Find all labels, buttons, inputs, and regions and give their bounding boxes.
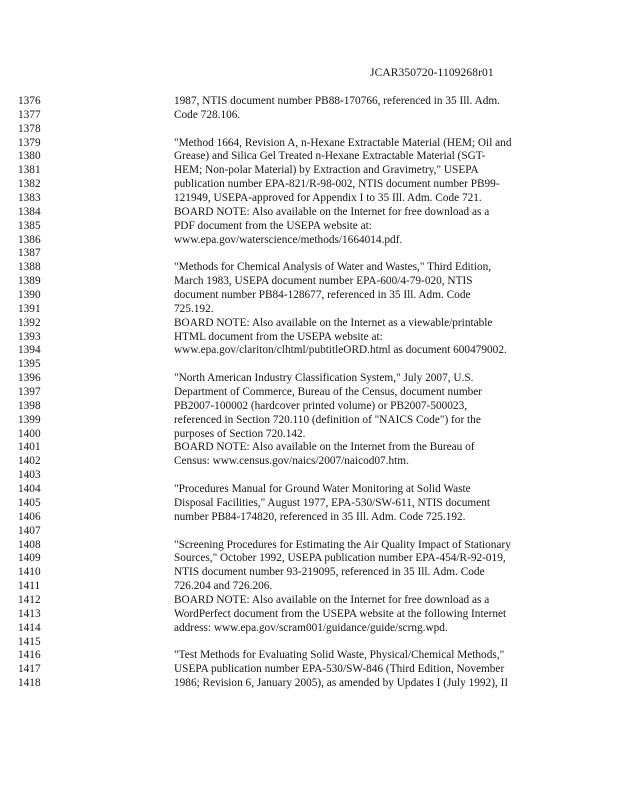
line-number: 1412 — [18, 593, 41, 606]
document-line — [0, 511, 618, 525]
line-number: 1402 — [18, 455, 41, 468]
document-line — [0, 137, 618, 151]
document-line — [0, 525, 618, 539]
line-text: HEM; Non-polar Material) by Extraction and Gravimetry," USEPA — [174, 164, 479, 177]
line-number: 1383 — [18, 192, 41, 205]
line-number: 1400 — [18, 427, 41, 440]
line-text: "Method 1664, Revision A, n-Hexane Extractable Material (HEM; Oil and — [174, 136, 512, 149]
line-number: 1396 — [18, 372, 41, 385]
line-number: 1378 — [18, 122, 41, 135]
line-text: NTIS document number 93-219095, referenced in 35 Ill. Adm. Code — [174, 566, 485, 579]
document-line — [0, 649, 618, 663]
document-line — [0, 428, 618, 442]
line-number: 1404 — [18, 483, 41, 496]
line-number: 1379 — [18, 136, 41, 149]
line-text: Census: www.census.gov/naics/2007/naicod07.htm. — [174, 455, 409, 468]
line-text: March 1983, USEPA document number EPA-600/4-79-020, NTIS — [174, 275, 473, 288]
line-number: 1403 — [18, 469, 41, 482]
document-line — [0, 483, 618, 497]
document-line — [0, 317, 618, 331]
line-text: purposes of Section 720.142. — [174, 427, 306, 440]
line-number: 1417 — [18, 663, 41, 676]
line-number: 1394 — [18, 344, 41, 357]
line-text: BOARD NOTE: Also available on the Internet for free download as a — [174, 205, 490, 218]
document-line — [0, 150, 618, 164]
document-line — [0, 497, 618, 511]
line-text: number PB84-174820, referenced in 35 Ill. Adm. Code 725.192. — [174, 510, 466, 523]
line-number: 1411 — [18, 580, 41, 593]
line-text: BOARD NOTE: Also available on the Internet as a viewable/printable — [174, 316, 493, 329]
document-line — [0, 234, 618, 248]
line-number: 1416 — [18, 649, 41, 662]
document-line — [0, 109, 618, 123]
line-text: "Screening Procedures for Estimating the Air Quality Impact of Stationary — [174, 538, 511, 551]
line-text: PB2007-100002 (hardcover printed volume) or PB2007-500023, — [174, 399, 468, 412]
line-number: 1399 — [18, 413, 41, 426]
line-text: PDF document from the USEPA website at: — [174, 219, 372, 232]
line-number: 1392 — [18, 316, 41, 329]
document-line — [0, 95, 618, 109]
line-number: 1385 — [18, 219, 41, 232]
document-line — [0, 289, 618, 303]
line-number: 1415 — [18, 635, 41, 648]
line-number: 1390 — [18, 289, 41, 302]
document-line — [0, 622, 618, 636]
line-text: document number PB84-128677, referenced in 35 Ill. Adm. Code — [174, 289, 471, 302]
line-number: 1384 — [18, 205, 41, 218]
line-number: 1413 — [18, 607, 41, 620]
line-text: Code 728.106. — [174, 108, 241, 121]
document-line — [0, 539, 618, 553]
line-number: 1382 — [18, 178, 41, 191]
line-number: 1410 — [18, 566, 41, 579]
line-text: referenced in Section 720.110 (definition of "NAICS Code") for the — [174, 413, 481, 426]
line-number: 1388 — [18, 261, 41, 274]
line-number: 1387 — [18, 247, 41, 260]
line-text: "Methods for Chemical Analysis of Water and Wastes," Third Edition, — [174, 261, 492, 274]
line-text: 1987, NTIS document number PB88-170766, referenced in 35 Ill. Adm. — [174, 95, 500, 107]
line-text: 121949, USEPA-approved for Appendix I to 35 Ill. Adm. Code 721. — [174, 192, 482, 205]
document-line — [0, 386, 618, 400]
document-line — [0, 566, 618, 580]
line-text: address: www.epa.gov/scram001/guidance/guide/scrng.wpd. — [174, 621, 448, 634]
line-text: publication number EPA-821/R-98-002, NTIS document number PB99- — [174, 178, 500, 191]
line-text: BOARD NOTE: Also available on the Internet from the Bureau of — [174, 441, 475, 454]
document-line — [0, 636, 618, 650]
document-line — [0, 344, 618, 358]
document-line — [0, 400, 618, 414]
line-text: 725.192. — [174, 302, 214, 315]
document-line — [0, 192, 618, 206]
document-line — [0, 677, 618, 691]
line-text: "Procedures Manual for Ground Water Monitoring at Solid Waste — [174, 483, 471, 496]
line-number: 1376 — [18, 95, 41, 107]
line-text: Grease) and Silica Gel Treated n-Hexane Extractable Material (SGT- — [174, 150, 486, 163]
line-number: 1380 — [18, 150, 41, 163]
document-line — [0, 552, 618, 566]
document-line — [0, 220, 618, 234]
line-text: Disposal Facilities," August 1977, EPA-530/SW-611, NTIS document — [174, 496, 491, 509]
line-number: 1395 — [18, 358, 41, 371]
line-number: 1381 — [18, 164, 41, 177]
document-line — [0, 372, 618, 386]
document-line — [0, 455, 618, 469]
line-number: 1418 — [18, 677, 41, 690]
line-number: 1389 — [18, 275, 41, 288]
line-number: 1407 — [18, 524, 41, 537]
document-line — [0, 469, 618, 483]
document-line — [0, 275, 618, 289]
document-line — [0, 414, 618, 428]
line-text: www.epa.gov/waterscience/methods/1664014.pdf. — [174, 233, 403, 246]
line-number: 1401 — [18, 441, 41, 454]
line-text: "Test Methods for Evaluating Solid Waste, Physical/Chemical Methods," — [174, 649, 505, 662]
line-number: 1377 — [18, 108, 41, 121]
line-number: 1406 — [18, 510, 41, 523]
document-line — [0, 303, 618, 317]
document-line — [0, 164, 618, 178]
document-line — [0, 247, 618, 261]
line-text: 726.204 and 726.206. — [174, 580, 273, 593]
document-line — [0, 178, 618, 192]
document-line — [0, 261, 618, 275]
document-line — [0, 441, 618, 455]
line-text: 1986; Revision 6, January 2005), as amended by Updates I (July 1992), II — [174, 677, 509, 690]
line-number: 1391 — [18, 302, 41, 315]
line-text: Department of Commerce, Bureau of the Census, document number — [174, 386, 483, 399]
document-body — [0, 95, 618, 691]
line-number: 1405 — [18, 496, 41, 509]
document-line — [0, 580, 618, 594]
line-number: 1393 — [18, 330, 41, 343]
line-number: 1398 — [18, 399, 41, 412]
line-text: "North American Industry Classification System," July 2007, U.S. — [174, 372, 474, 385]
line-text: USEPA publication number EPA-530/SW-846 (Third Edition, November — [174, 663, 505, 676]
document-line — [0, 608, 618, 622]
line-text: BOARD NOTE: Also available on the Internet for free download as a — [174, 593, 490, 606]
document-line — [0, 358, 618, 372]
line-number: 1409 — [18, 552, 41, 565]
document-line — [0, 663, 618, 677]
line-number: 1397 — [18, 386, 41, 399]
document-line — [0, 123, 618, 137]
line-number: 1414 — [18, 621, 41, 634]
document-line — [0, 331, 618, 345]
line-text: HTML document from the USEPA website at: — [174, 330, 383, 343]
document-line — [0, 206, 618, 220]
document-id: JCAR350720-1109268r01 — [370, 67, 494, 79]
line-number: 1408 — [18, 538, 41, 551]
line-text: WordPerfect document from the USEPA website at the following Internet — [174, 607, 507, 620]
line-number: 1386 — [18, 233, 41, 246]
line-text: www.epa.gov/clariton/clhtml/pubtitleORD.html as document 600479002. — [174, 344, 507, 357]
line-text: Sources," October 1992, USEPA publication number EPA-454/R-92-019, — [174, 552, 506, 565]
document-line — [0, 594, 618, 608]
